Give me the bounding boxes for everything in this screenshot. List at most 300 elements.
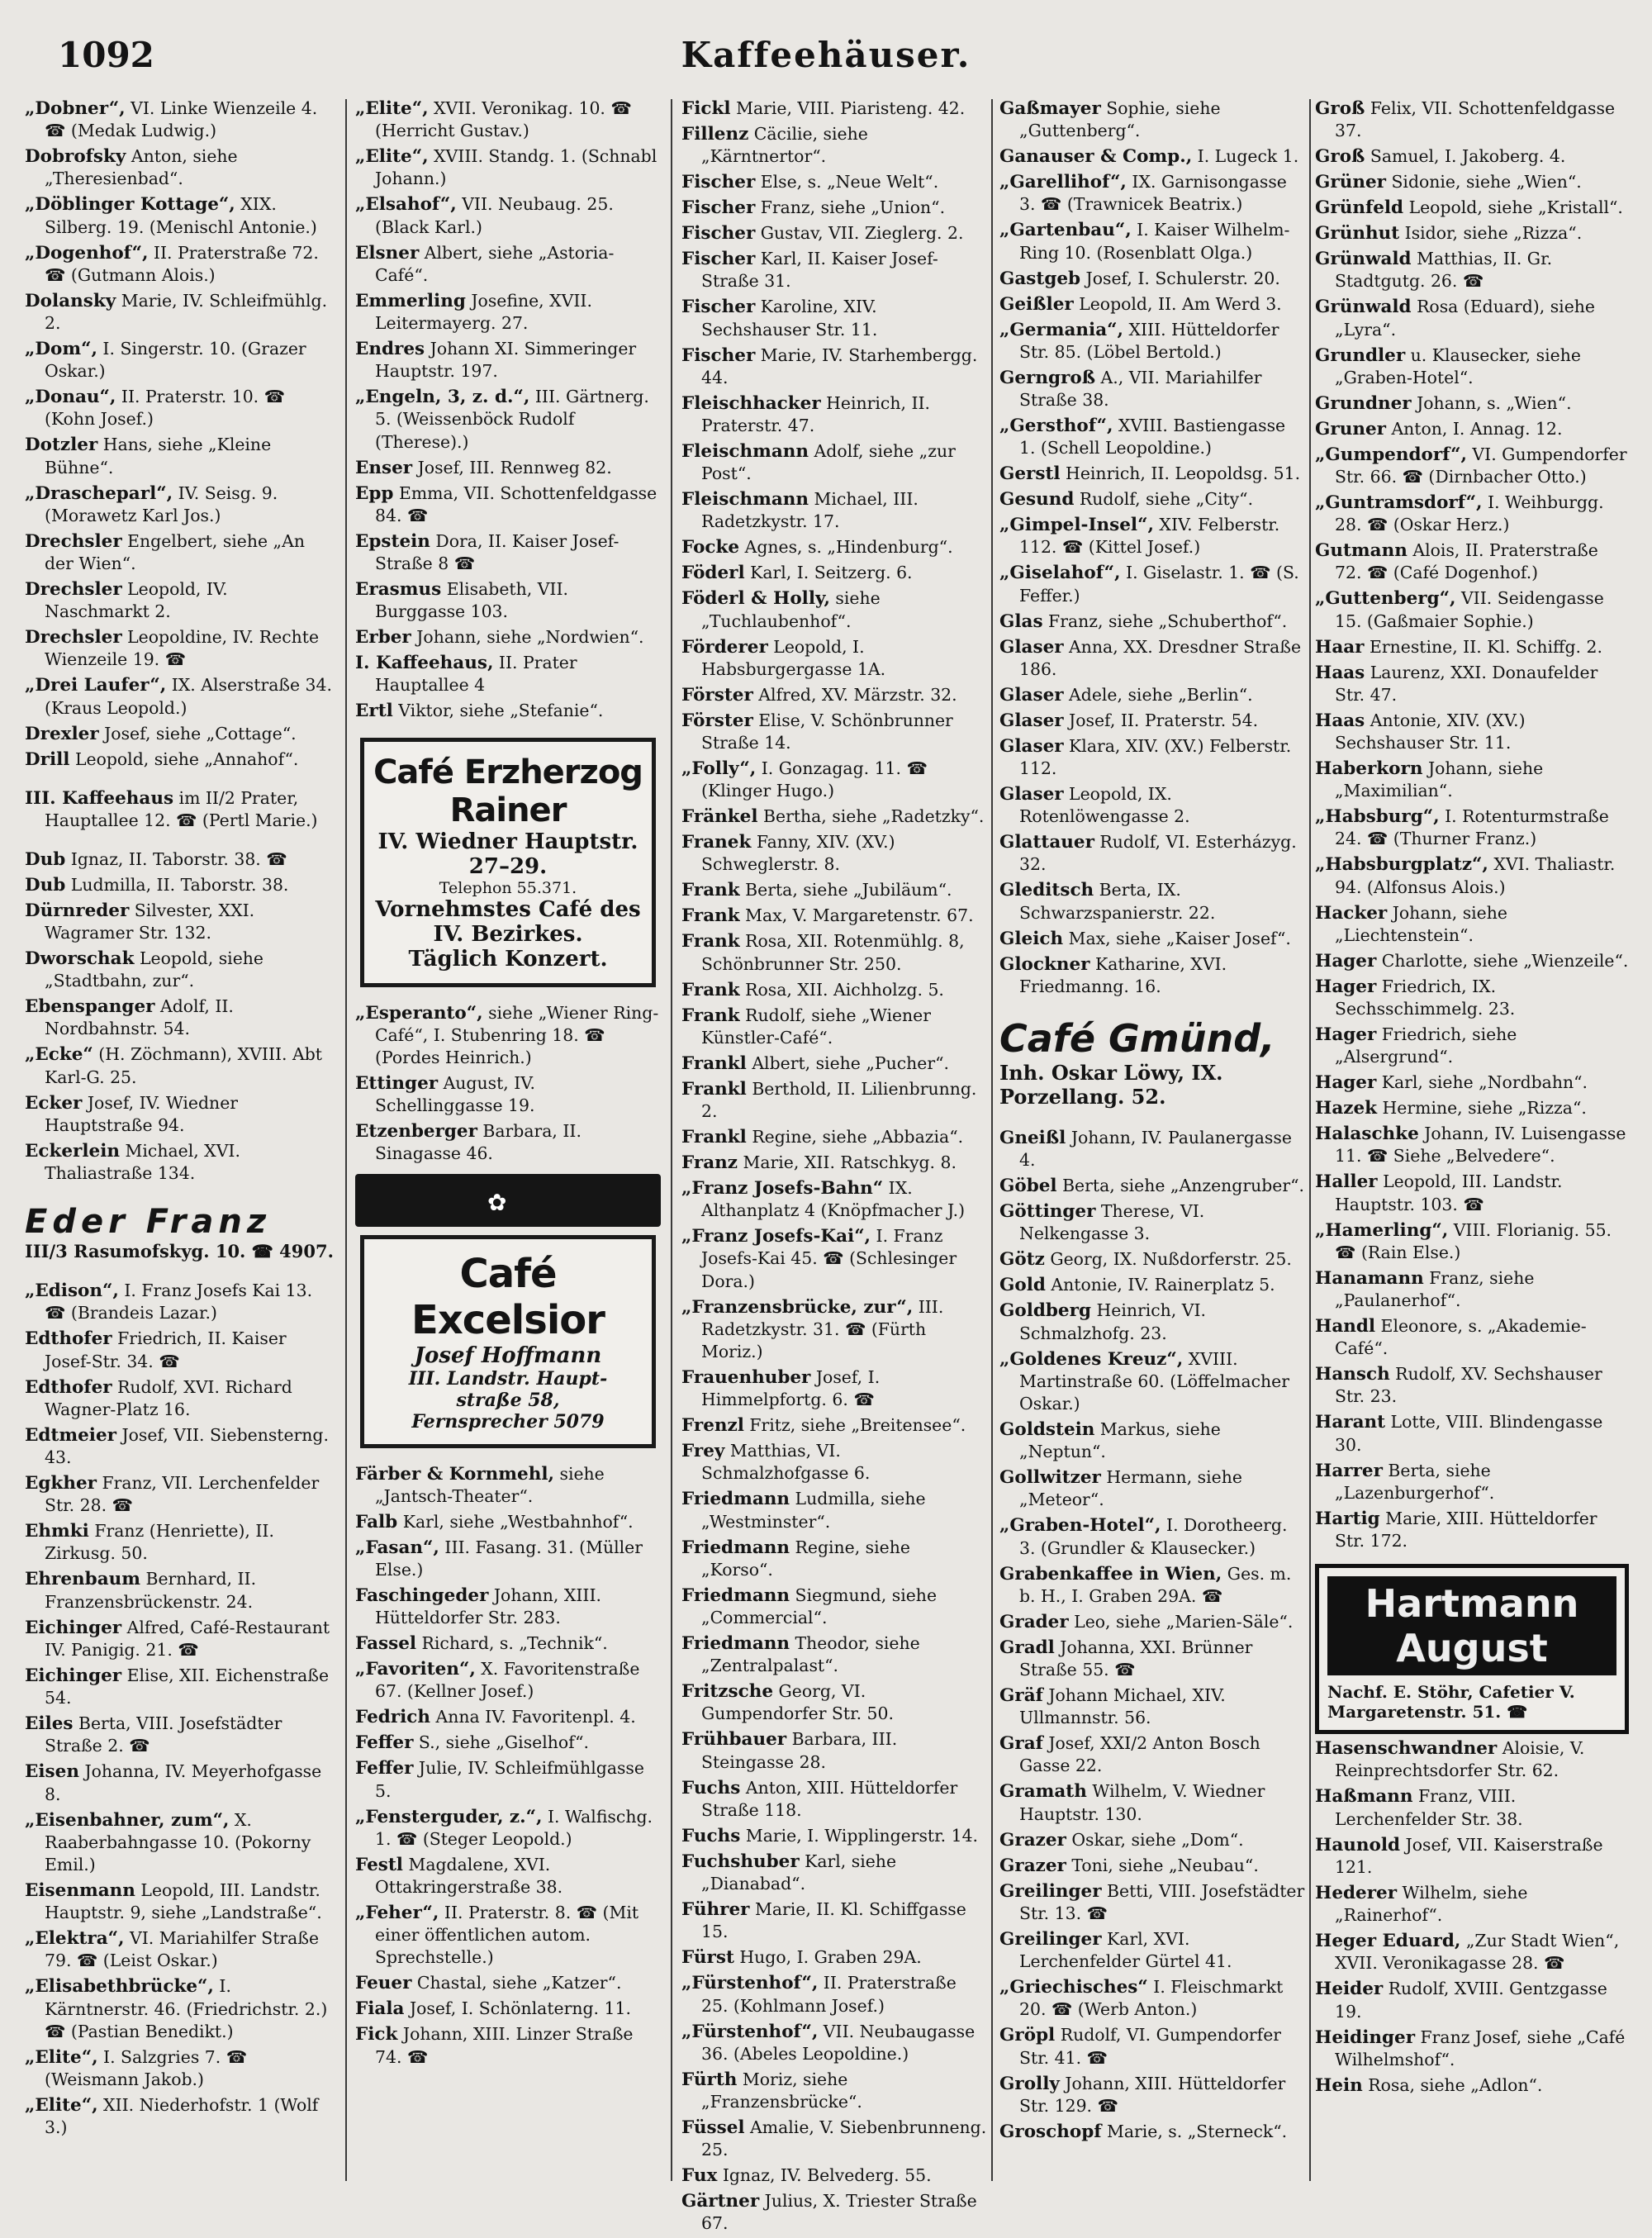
ad-slogan: Täglich Konzert. — [408, 946, 608, 972]
directory-entry — [1315, 1219, 1629, 1264]
directory-entry — [1315, 296, 1629, 340]
entry-details: XVI. Thaliastr. 94. (Alfonsus Alois.) — [1335, 854, 1616, 897]
directory-entry — [355, 1120, 661, 1165]
directory-entry — [25, 1760, 335, 1805]
entry-details: Ignaz, IV. Belvederg. 55. — [717, 2165, 932, 2186]
entry-details: Ernestine, II. Kl. Schiffg. 2. — [1364, 636, 1602, 657]
entry-details: VIII. Florianig. 55. ☎ (Rain Else.) — [1335, 1219, 1612, 1262]
entry-name: Drechsler — [25, 530, 122, 552]
entry-name: Füssel — [681, 2117, 745, 2138]
entry-details: Elise, XII. Eichenstraße 54. — [45, 1665, 330, 1708]
entry-details: Emma, VII. Schottenfeldgasse 84. ☎ — [375, 482, 657, 525]
entry-details: Heinrich, II. Praterstr. 47. — [701, 392, 931, 436]
directory-entry — [999, 1127, 1305, 1171]
entry-name: Haller — [1315, 1171, 1378, 1193]
entry-name: Fleischmann — [681, 441, 809, 463]
entry-details: VI. Gumpendorfer Str. 66. ☎ (Dirnbacher Otto.) — [1335, 444, 1627, 487]
entry-details: Wilhelm, V. Wiedner Hauptstr. 130. — [1019, 1781, 1265, 1824]
entry-name: Handl — [1315, 1316, 1376, 1338]
entry-name: Drexler — [25, 723, 99, 744]
entry-name: Epstein — [355, 530, 430, 552]
directory-entry — [25, 578, 335, 623]
directory-entry — [355, 1511, 661, 1533]
entry-details: Klara, XIV. (XV.) Felberstr. 112. — [1019, 735, 1292, 779]
directory-entry — [25, 1424, 335, 1469]
directory-entry — [999, 611, 1305, 633]
directory-entry — [999, 831, 1305, 876]
entry-details: Viktor, siehe „Stefanie“. — [392, 701, 604, 721]
directory-entry — [1315, 392, 1629, 415]
entry-name: Feuer — [355, 1973, 412, 1994]
directory-entry — [999, 488, 1305, 511]
entry-details: August, IV. Schellinggasse 19. — [375, 1073, 535, 1116]
entry-name: Hein — [1315, 2074, 1363, 2096]
directory-entry — [25, 242, 335, 287]
directory-entry — [681, 2021, 987, 2065]
entry-details: Hugo, I. Graben 29A. — [733, 1947, 922, 1968]
directory-entry — [355, 1757, 661, 1802]
directory-entry — [1315, 636, 1629, 658]
directory-entry — [1315, 1363, 1629, 1408]
entry-details: Josef, II. Praterstr. 54. — [1063, 710, 1259, 730]
entry-details: Rudolf, XVIII. Gentzgasse 19. — [1335, 1979, 1607, 2022]
entry-details: Rosa, siehe „Adlon“. — [1362, 2074, 1543, 2095]
page-header — [0, 35, 1652, 101]
entry-name: Ertl — [355, 701, 393, 722]
directory-entry — [681, 488, 987, 533]
entry-name: Förster — [681, 710, 753, 731]
directory-entry — [1315, 2074, 1629, 2097]
directory-entry — [25, 995, 335, 1040]
entry-details: Friedrich, IX. Sechsschimmelg. 23. — [1335, 976, 1516, 1019]
entry-name: Grazer — [999, 1855, 1066, 1876]
entry-name: Fürst — [681, 1947, 734, 1969]
entry-details: Albert, siehe „Astoria-Café“. — [375, 242, 615, 285]
directory-entry — [681, 1488, 987, 1532]
entry-name: Friedmann — [681, 1489, 790, 1510]
entry-details: (H. Zöchmann), XVIII. Abt Karl-G. 25. — [45, 1044, 322, 1087]
entry-name: „Guttenberg“, — [1315, 588, 1456, 610]
entry-name: Drechsler — [25, 579, 122, 601]
directory-entry — [25, 626, 335, 671]
entry-name: Eckerlein — [25, 1140, 121, 1162]
entry-name: „Franz Josefs-Kai“, — [681, 1226, 871, 1247]
entry-details: Therese, VI. Nelkengasse 3. — [1019, 1201, 1205, 1244]
directory-entry — [999, 1684, 1305, 1729]
directory-entry — [1315, 539, 1629, 584]
entry-name: „Gumpendorf“, — [1315, 444, 1467, 465]
entry-name: Grünwald — [1315, 249, 1412, 270]
entry-details: Leopold, III. Landstr. Hauptstr. 9, siehe „Landstraße“. — [45, 1879, 322, 1923]
directory-entry — [999, 268, 1305, 290]
entry-details: II. Prater Hauptallee 4 — [375, 653, 577, 696]
entry-details: VII. Neubaug. 25. (Black Karl.) — [375, 194, 614, 237]
directory-entry — [999, 514, 1305, 558]
entry-name: Focke — [681, 537, 740, 558]
entry-name: Greilinger — [999, 1928, 1102, 1950]
entry-name: Fischer — [681, 223, 756, 245]
entry-name: Gärtner — [681, 2191, 760, 2212]
entry-name: Feffer — [355, 1732, 414, 1754]
entry-name: Grundner — [1315, 392, 1412, 414]
directory-entry — [355, 1585, 661, 1629]
entry-name: „Graben-Hotel“, — [999, 1515, 1161, 1537]
entry-details: Johann, IV. Luisengasse 11. ☎ Siehe „Belvedere“. — [1335, 1124, 1626, 1167]
entry-details: Aloisie, V. Reinprechtsdorfer Str. 62. — [1335, 1738, 1585, 1781]
directory-entry — [25, 338, 335, 383]
entry-name: „Edison“, — [25, 1281, 119, 1302]
entry-name: Dworschak — [25, 948, 135, 970]
ad-ornament-band — [355, 1174, 661, 1227]
column-divider — [671, 99, 672, 2181]
ad-phone: Fernsprecher 5079 — [411, 1410, 605, 1433]
directory-entry — [999, 2121, 1305, 2143]
directory-entry — [681, 296, 987, 340]
entry-name: Fischer — [681, 249, 756, 270]
entry-name: Franz — [681, 1152, 738, 1174]
directory-entry — [355, 1806, 661, 1851]
entry-details: Johann, XIII. Hütteldorfer Str. 283. — [375, 1585, 602, 1628]
entry-details: siehe „Tuchlaubenhof“. — [701, 588, 881, 631]
directory-entry — [25, 434, 335, 478]
directory-entry — [25, 1713, 335, 1757]
entry-details: Georg, IX. Nußdorferstr. 25. — [1044, 1249, 1292, 1270]
directory-entry — [681, 1005, 987, 1049]
entry-details: Theodor, siehe „Zentralpalast“. — [701, 1633, 920, 1676]
entry-name: Frank — [681, 931, 740, 953]
entry-name: Glaser — [999, 784, 1064, 805]
entry-details: Alfred, XV. Märzstr. 32. — [752, 684, 957, 705]
entry-name: „Elite“, — [355, 146, 429, 168]
directory-entry — [1315, 1267, 1629, 1312]
ornament-icon: ✿ — [487, 1188, 507, 1216]
directory-entry — [999, 710, 1305, 732]
entry-details: Johann XI. Simmeringer Hauptstr. 197. — [375, 339, 637, 382]
directory-entry — [999, 415, 1305, 459]
ad-address: IV. Wiedner Hauptstr. 27–29. — [377, 829, 638, 879]
directory-entry — [25, 1472, 335, 1517]
column-divider — [345, 99, 347, 2181]
entry-details: IX. Alserstraße 34. (Kraus Leopold.) — [45, 675, 332, 718]
entry-details: Regine, siehe „Abbazia“. — [746, 1127, 964, 1148]
entry-details: Betti, VIII. Josefstädter Str. 13. ☎ — [1019, 1880, 1305, 1923]
entry-details: Karl, XVI. Lerchenfelder Gürtel 41. — [1019, 1928, 1232, 1972]
entry-name: „Drascheparl“, — [25, 482, 173, 504]
entry-name: Grolly — [999, 2073, 1060, 2094]
directory-entry — [1315, 1978, 1629, 2022]
directory-entry — [999, 1466, 1305, 1511]
entry-details: Josef, XXI/2 Anton Bosch Gasse 22. — [1019, 1733, 1260, 1776]
directory-entry — [681, 2190, 987, 2235]
entry-details: Berta, siehe „Anzengruber“. — [1056, 1176, 1304, 1196]
entry-details: Fritz, siehe „Breitensee“. — [743, 1415, 966, 1436]
directory-entry — [25, 1043, 335, 1088]
entry-details: Rudolf, VI. Gumpendorfer Str. 41. ☎ — [1019, 2025, 1282, 2068]
entry-details: Franz, siehe „Paulanerhof“. — [1335, 1267, 1535, 1311]
directory-entry — [681, 979, 987, 1001]
entry-name: Geißler — [999, 293, 1074, 315]
entry-name: „Elsahof“, — [355, 194, 457, 216]
directory-entry — [355, 652, 661, 696]
entry-details: I. Kärntnerstr. 46. (Friedrichstr. 2.) ☎ (Pastian Benedikt.) — [45, 1976, 328, 2041]
directory-entry — [681, 123, 987, 168]
entry-name: „Elite“, — [25, 2094, 98, 2116]
entry-name: Fischer — [681, 197, 756, 219]
directory-entry — [999, 1637, 1305, 1681]
entry-details: X. Favoritenstraße 67. (Kellner Josef.) — [375, 1659, 640, 1702]
directory-entry — [1315, 145, 1629, 168]
directory-entry — [681, 879, 987, 901]
directory-entry — [355, 457, 661, 479]
entry-details: Anton, I. Annag. 12. — [1385, 418, 1563, 439]
entry-name: Grundler — [1315, 344, 1406, 366]
entry-details: Felix, VII. Schottenfeldgasse 37. — [1335, 98, 1616, 141]
directory-entry — [25, 193, 335, 238]
entry-name: Gollwitzer — [999, 1467, 1101, 1489]
entry-details: Johann, IV. Paulanergasse 4. — [1019, 1128, 1292, 1171]
entry-details: Else, s. „Neue Welt“. — [755, 172, 939, 192]
entry-details: Adolf, siehe „zur Post“. — [701, 441, 956, 484]
entry-details: Leo, siehe „Marien-Säle“. — [1068, 1611, 1294, 1632]
directory-entry — [25, 1975, 335, 2043]
entry-details: Johanna, IV. Meyerhofgasse 8. — [45, 1761, 322, 1804]
directory-entry — [681, 1851, 987, 1895]
entry-details: Matthias, VI. Schmalzhofgasse 6. — [701, 1441, 871, 1484]
entry-name: „Elisabethbrücke“, — [25, 1976, 214, 1998]
entry-name: „Fürstenhof“, — [681, 1973, 819, 1994]
entry-name: Gerngroß — [999, 367, 1096, 388]
entry-name: Enser — [355, 457, 413, 478]
entry-details: Johann, XIII. Linzer Straße 74. ☎ — [375, 2024, 634, 2067]
entry-name: Friedmann — [681, 1537, 790, 1558]
entry-name: Frank — [681, 1005, 740, 1026]
directory-entry — [25, 787, 335, 832]
page-number: 1092 — [58, 35, 154, 75]
entry-details: Barbara, III. Steingasse 28. — [701, 1729, 898, 1772]
entry-name: „Giselahof“, — [999, 563, 1121, 584]
directory-entry — [355, 1658, 661, 1703]
entry-details: Chastal, siehe „Katzer“. — [411, 1973, 622, 1993]
directory-entry — [681, 392, 987, 437]
entry-name: Fick — [355, 2024, 398, 2046]
entry-details: Johanna, XXI. Brünner Straße 55. ☎ — [1019, 1637, 1253, 1680]
entry-name: Dotzler — [25, 435, 98, 456]
entry-details: Karl, siehe „Nordbahn“. — [1376, 1072, 1588, 1093]
directory-entry — [355, 1902, 661, 1970]
entry-details: Charlotte, siehe „Wienzeile“. — [1376, 950, 1629, 971]
entry-details: Fanny, XIV. (XV.) Schweglerstr. 8. — [701, 832, 895, 875]
entry-details: Anna, XX. Dresdner Straße 186. — [1019, 636, 1302, 679]
directory-entry — [1315, 1737, 1629, 1782]
directory-entry — [25, 948, 335, 992]
directory-entry — [1315, 1171, 1629, 1215]
entry-name: Grabenkaffee in Wien, — [999, 1563, 1222, 1585]
entry-name: Haas — [1315, 662, 1365, 683]
entry-name: Groß — [1315, 146, 1365, 168]
entry-name: Grader — [999, 1611, 1069, 1632]
directory-entry — [1315, 1411, 1629, 1456]
entry-name: „Döblinger Kottage“, — [25, 194, 235, 216]
entry-details: XIII. Hütteldorfer Str. 85. (Löbel Bertold.) — [1019, 319, 1279, 362]
entry-details: I. Franz Josefs-Kai 45. ☎ (Schlesinger Dora.) — [701, 1226, 957, 1291]
entry-name: Gräf — [999, 1685, 1043, 1707]
entry-details: Magdalene, XVI. Ottakringerstraße 38. — [375, 1854, 563, 1898]
directory-entry — [25, 1665, 335, 1709]
directory-entry — [681, 1078, 987, 1123]
entry-name: Frenzl — [681, 1415, 744, 1437]
directory-entry — [999, 928, 1305, 950]
entry-details: Katharine, XVI. Friedmanng. 16. — [1019, 953, 1227, 996]
directory-entry — [681, 1177, 987, 1222]
directory-entry — [1315, 1508, 1629, 1552]
entry-name: „Fensterguder, z.“, — [355, 1806, 543, 1827]
entry-name: Ehrenbaum — [25, 1569, 141, 1590]
entry-details: Marie, IV. Schleifmühlg. 2. — [45, 290, 328, 334]
entry-name: „Fürstenhof“, — [681, 2021, 819, 2042]
entry-name: Frankl — [681, 1078, 747, 1100]
directory-entry — [355, 1632, 661, 1655]
directory-entry — [1315, 587, 1629, 632]
entry-details: Johann, s. „Wien“. — [1411, 392, 1572, 413]
entry-details: Johann, siehe „Maximilian“. — [1335, 758, 1544, 801]
entry-name: Haar — [1315, 636, 1365, 658]
directory-entry — [1315, 1882, 1629, 1927]
ad-address: III. Landstr. Haupt- — [408, 1367, 608, 1390]
entry-name: Ganauser & Comp., — [999, 146, 1193, 168]
entry-details: Laurenz, XXI. Donaufelder Str. 47. — [1335, 662, 1598, 705]
entry-name: Falb — [355, 1511, 398, 1532]
entry-name: Frauenhuber — [681, 1367, 811, 1389]
ad-eder-franz — [25, 1203, 335, 1262]
ad-cafe-erzherzog-rainer — [360, 738, 656, 987]
entry-details: Josef, VII. Siebensterng. 43. — [45, 1424, 329, 1468]
entry-details: Elisabeth, VII. Burggasse 103. — [375, 579, 569, 622]
directory-entry — [355, 97, 661, 142]
entry-name: Fleischhacker — [681, 392, 821, 414]
entry-details: Berta, siehe „Lazenburgerhof“. — [1335, 1460, 1495, 1503]
entry-details: Ges. m. b. H., I. Graben 29A. ☎ — [1019, 1563, 1292, 1606]
directory-entry — [1315, 197, 1629, 219]
column-4 — [999, 97, 1305, 2146]
directory-entry — [681, 536, 987, 558]
directory-entry — [1315, 1097, 1629, 1119]
ad-owner: Josef Hoffmann — [414, 1342, 602, 1368]
directory-entry — [681, 562, 987, 584]
entry-details: Eleonore, s. „Akademie-Café“. — [1335, 1316, 1587, 1359]
directory-entry — [1315, 662, 1629, 706]
directory-entry — [1315, 2027, 1629, 2071]
ad-address: Inh. Oskar Löwy, IX. Porzellang. 52. — [999, 1061, 1223, 1109]
entry-details: II. Praterstraße 72. ☎ (Gutmann Alois.) — [45, 242, 319, 285]
entry-details: I. Singerstr. 10. (Grazer Oskar.) — [45, 339, 306, 382]
directory-entry — [25, 900, 335, 944]
entry-details: Wilhelm, siehe „Rainerhof“. — [1335, 1882, 1528, 1926]
entry-details: Bertha, siehe „Radetzky“. — [757, 806, 985, 827]
directory-entry — [355, 145, 661, 190]
entry-name: Haunold — [1315, 1834, 1401, 1855]
directory-entry — [25, 290, 335, 335]
entry-name: Dub — [25, 874, 66, 896]
column-1 — [25, 97, 335, 2142]
entry-name: „Feher“, — [355, 1903, 439, 1924]
directory-entry — [1315, 1930, 1629, 1974]
directory-entry — [999, 171, 1305, 216]
entry-details: Franz, VII. Lerchenfelder Str. 28. ☎ — [45, 1473, 320, 1516]
entry-details: Berta, VIII. Josefstädter Straße 2. ☎ — [45, 1713, 282, 1756]
directory-entry — [681, 1126, 987, 1148]
entry-name: „Dom“, — [25, 339, 97, 360]
entry-name: Emmerling — [355, 290, 466, 311]
entry-details: Moriz, siehe „Franzensbrücke“. — [701, 2069, 862, 2112]
entry-name: Hansch — [1315, 1364, 1390, 1385]
entry-details: Adele, siehe „Berlin“. — [1063, 684, 1253, 705]
directory-entry — [999, 1780, 1305, 1825]
entry-details: Rosa, XII. Rotenmühlg. 8, Schönbrunner Str. 250. — [701, 931, 965, 974]
entry-details: I. Franz Josefs Kai 13. ☎ (Brandeis Lazar.) — [45, 1281, 313, 1323]
entry-name: Fuchs — [681, 1777, 741, 1798]
entry-details: III. Fasang. 31. (Müller Else.) — [375, 1537, 643, 1580]
entry-name: Dürnreder — [25, 900, 130, 921]
entry-details: Ludmilla, siehe „Westminster“. — [701, 1489, 926, 1532]
entry-name: Frankl — [681, 1052, 747, 1074]
entry-name: Hacker — [1315, 902, 1388, 924]
directory-entry — [1315, 710, 1629, 754]
entry-name: Eisen — [25, 1761, 79, 1783]
directory-entry — [681, 1052, 987, 1075]
entry-details: Marie, II. Kl. Schiffgasse 15. — [701, 1899, 966, 1942]
entry-name: Friedmann — [681, 1633, 790, 1655]
entry-details: XVIII. Martinstraße 60. (Löffelmacher Oskar.) — [1019, 1348, 1289, 1414]
directory-entry — [999, 953, 1305, 998]
directory-entry — [681, 2117, 987, 2161]
entry-details: IV. Seisg. 9. (Morawetz Karl Jos.) — [45, 482, 278, 525]
entry-details: Toni, siehe „Neubau“. — [1066, 1855, 1259, 1875]
entry-name: „Gimpel-Insel“, — [999, 515, 1154, 536]
entry-name: „Folly“, — [681, 758, 757, 780]
entry-details: Karl, siehe „Westbahnhof“. — [397, 1511, 634, 1532]
entry-details: Rudolf, VI. Esterházyg. 32. — [1019, 832, 1297, 875]
directory-entry — [681, 2164, 987, 2187]
directory-entry — [681, 222, 987, 245]
directory-entry — [355, 1998, 661, 2020]
entry-details: Adolf, II. Nordbahnstr. 54. — [45, 996, 234, 1039]
entry-name: „Franz Josefs-Bahn“ — [681, 1178, 884, 1200]
directory-entry — [681, 1825, 987, 1847]
entry-details: Ludmilla, II. Taborstr. 38. — [65, 874, 289, 895]
entry-details: S., siehe „Giselhof“. — [413, 1732, 589, 1753]
entry-name: Fischer — [681, 344, 756, 366]
directory-entry — [999, 562, 1305, 606]
entry-name: Färber & Kornmehl, — [355, 1463, 554, 1485]
entry-details: I. Weihburgg. 28. ☎ (Oskar Herz.) — [1335, 492, 1604, 535]
entry-name: Glaser — [999, 735, 1064, 757]
directory-entry — [681, 1972, 987, 2017]
entry-name: Gerstl — [999, 463, 1061, 485]
entry-details: XVIII. Bastiengasse 1. (Schell Leopoldine.) — [1019, 416, 1286, 459]
entry-name: „Elite“, — [25, 2046, 98, 2068]
directory-entry — [999, 2024, 1305, 2069]
entry-details: Rudolf, XVI. Richard Wagner-Platz 16. — [45, 1376, 292, 1419]
entry-name: Frank — [681, 905, 740, 927]
entry-details: Marie, VIII. Piaristeng. 42. — [730, 98, 966, 118]
entry-details: Josef, III. Rennweg 82. — [412, 457, 612, 478]
directory-entry — [681, 1946, 987, 1969]
entry-name: „Favoriten“, — [355, 1659, 476, 1680]
directory-entry — [355, 530, 661, 575]
entry-details: Franz Josef, siehe „Café Wilhelmshof“. — [1335, 2027, 1626, 2069]
entry-details: Leopold, siehe „Kristall“. — [1403, 197, 1623, 218]
page-title: Kaffeehäuser. — [681, 35, 971, 75]
